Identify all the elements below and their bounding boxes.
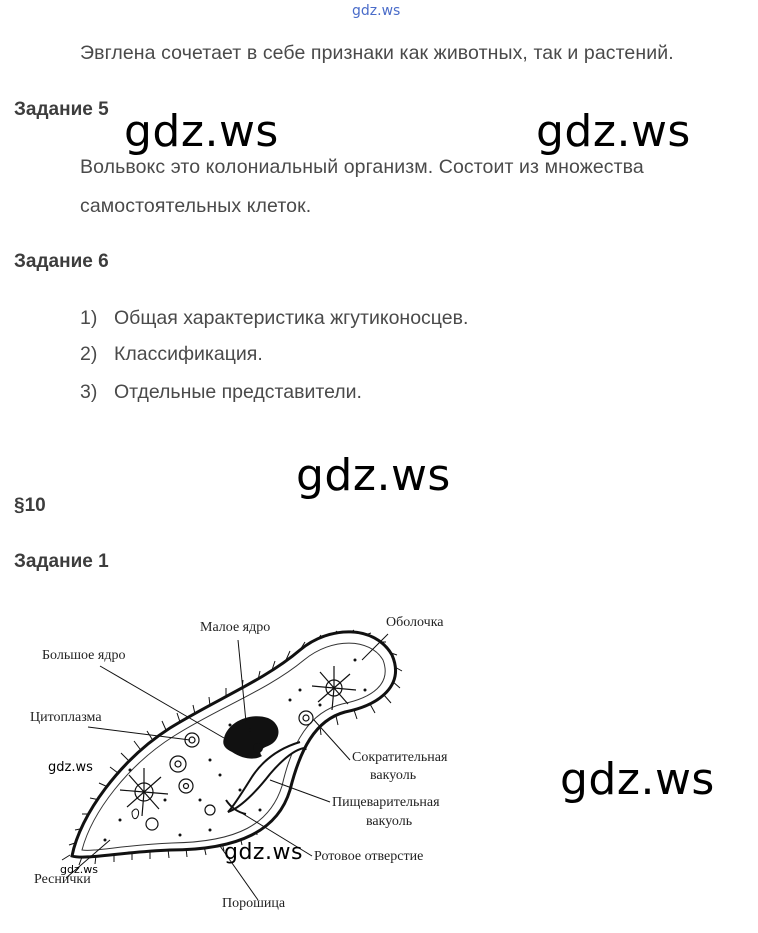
task5-paragraph-line1: Вольвокс это колониальный организм. Состоит из множества xyxy=(80,156,644,178)
watermark: gdz.ws xyxy=(536,106,691,157)
section-heading: §10 xyxy=(14,495,46,516)
task5-heading: Задание 5 xyxy=(14,99,109,120)
label-cytoplasm: Цитоплазма xyxy=(30,710,102,725)
list-text: Общая характеристика жгутиконосцев. xyxy=(114,307,469,329)
label-shell: Оболочка xyxy=(386,615,444,630)
list-item xyxy=(80,343,263,366)
label-contractile-vacuole-1: Сократительная xyxy=(352,750,448,765)
small-nucleus-shape xyxy=(253,743,263,753)
list-item xyxy=(80,381,362,404)
list-text: Классификация. xyxy=(114,343,263,365)
watermark: gdz.ws xyxy=(296,450,451,501)
label-anal-pore: Порошица xyxy=(222,896,286,911)
label-contractile-vacuole-2: вакуоль xyxy=(370,768,417,783)
list-item xyxy=(80,307,468,330)
watermark-top: gdz.ws xyxy=(352,3,401,19)
list-number: 2) xyxy=(80,343,98,365)
task5-paragraph-line2: самостоятельных клеток. xyxy=(80,195,312,217)
list-number: 3) xyxy=(80,381,98,403)
list-number: 1) xyxy=(80,307,98,329)
label-mouth-opening: Ротовое отверстие xyxy=(314,849,424,864)
watermark: gdz.ws xyxy=(560,754,715,805)
euglena-paragraph: Эвглена сочетает в себе признаки как животных, так и растений. xyxy=(80,42,674,64)
watermark: gdz.ws xyxy=(124,106,279,157)
label-cilia: Реснички xyxy=(34,872,91,887)
label-small-nucleus: Малое ядро xyxy=(200,620,271,635)
watermark: gdz.ws xyxy=(224,840,303,865)
task1-heading: Задание 1 xyxy=(14,551,109,572)
task6-heading: Задание 6 xyxy=(14,251,109,272)
label-digestive-vacuole-2: вакуоль xyxy=(366,814,413,829)
list-text: Отдельные представители. xyxy=(114,381,362,403)
watermark: gdz.ws xyxy=(48,760,93,775)
watermark: gdz.ws xyxy=(60,863,98,876)
label-large-nucleus: Большое ядро xyxy=(42,648,126,663)
label-digestive-vacuole-1: Пищеварительная xyxy=(332,795,440,810)
